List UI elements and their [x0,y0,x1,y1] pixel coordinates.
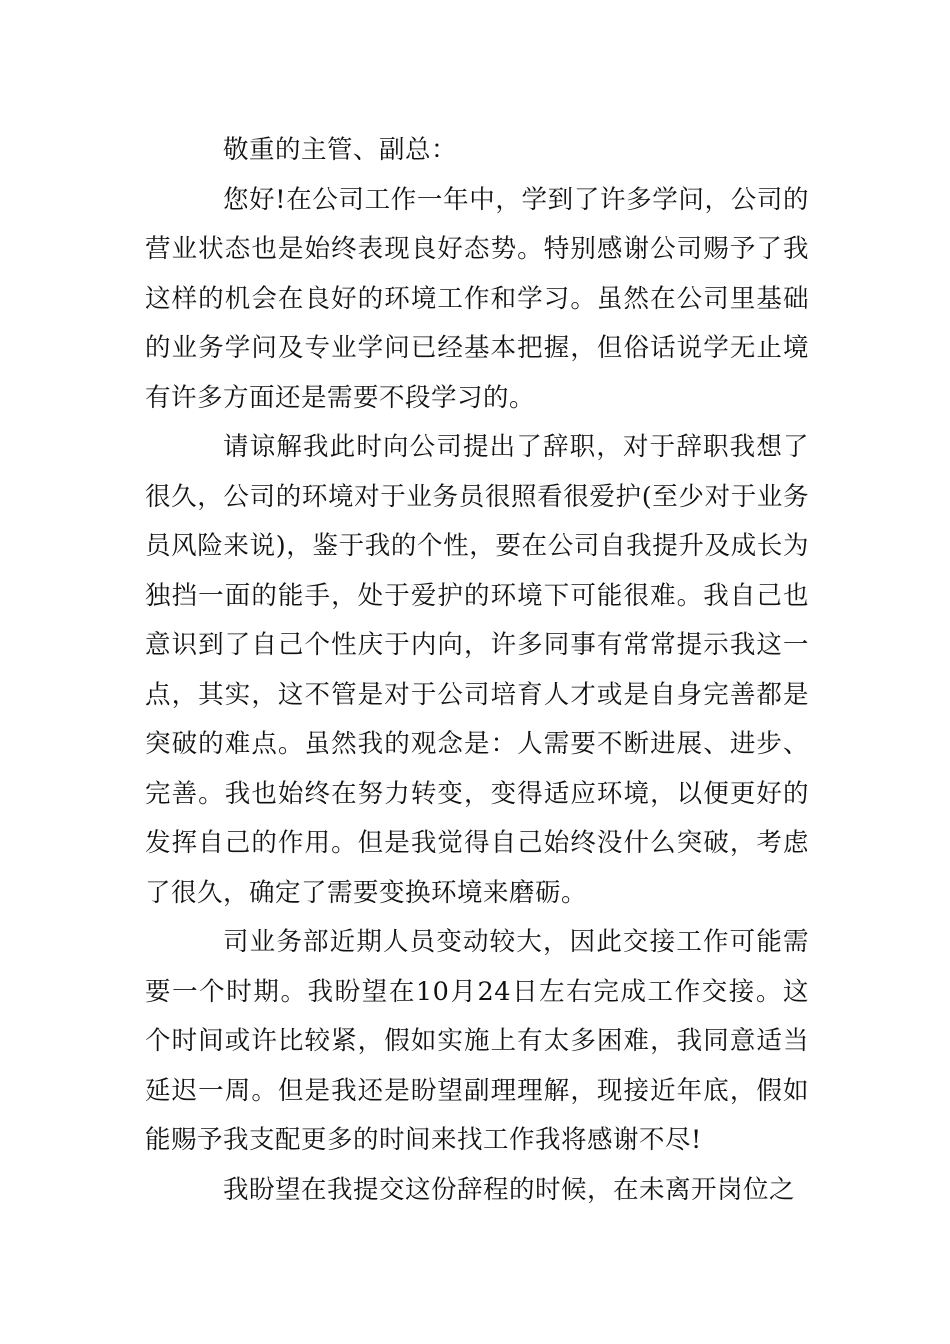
paragraph-greeting-thanks: 您好!在公司工作一年中，学到了许多学问，公司的营业状态也是始终表现良好态势。特别感谢公司赐予了我这样的机会在良好的环境工作和学习。虽然在公司里基础的业务学问及专业学问已经基本把握，但俗话说学无止境有许多方面还是需要不段学习的。 [145,184,809,413]
letter-greeting: 敬重的主管、副总： [223,135,458,165]
letter-body [145,126,809,1215]
paragraph-resignation-reason: 请谅解我此时向公司提出了辞职，对于辞职我想了很久，公司的环境对于业务员很照看很爱护(至少对于业务员风险来说)，鉴于我的个性，要在公司自我提升及成长为独挡一面的能手，处于爱护的环境下可能很难。我自己也意识到了自己个性庆于内向，许多同事有常常提示我这一点，其实，这不管是对于公司培育人才或是自身完善都是突破的难点。虽然我的观念是：人需要不断进展、进步、完善。我也始终在努力转变，变得适应环境，以便更好的发挥自己的作用。但是我觉得自己始终没什么突破，考虑了很久，确定了需要变换环境来磨砺。 [145,432,809,908]
paragraph-closing: 我盼望在我提交这份辞程的时候，在未离开岗位之 [223,1174,796,1205]
paragraph-handover: 司业务部近期人员变动较大，因此交接工作可能需要一个时期。我盼望在10月24日左右完成工作交接。这个时间或许比较紧，假如实施上有太多困难，我同意适当延迟一周。但是我还是盼望副理理解，现接近年底，假如能赐予我支配更多的时间来找工作我将感谢不尽! [145,927,809,1155]
